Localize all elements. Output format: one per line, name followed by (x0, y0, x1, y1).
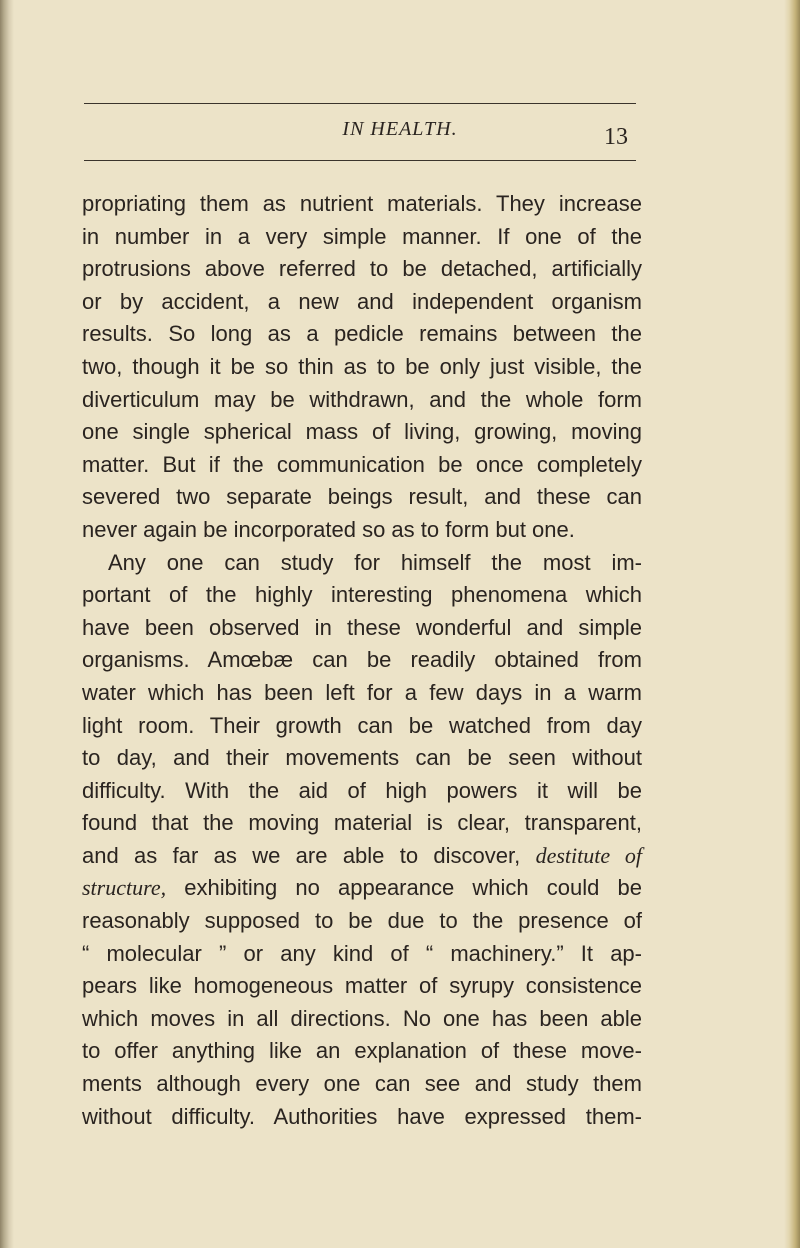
text-line: never again be incorporated so as to form but one. (82, 516, 575, 542)
text-line: pears like homogeneous matter of syrupy consistence (82, 973, 642, 999)
text-line: propriating them as nutrient materials. They increase (82, 191, 642, 216)
text-line: matter. But if the communication be once completely (82, 451, 642, 477)
italic-fragment: structure, (82, 875, 167, 901)
text-line (82, 840, 642, 873)
text-line: one single spherical mass of living, growing, moving (82, 419, 642, 445)
text-line: diverticulum may be withdrawn, and the whole form (82, 386, 642, 412)
text-line: “ molecular ” or any kind of “ machinery.” It ap- (82, 940, 642, 966)
text-line: results. So long as a pedicle remains between the (82, 321, 642, 347)
text-line: without difficulty. Authorities have expressed them- (82, 1103, 642, 1129)
text-line: protrusions above referred to be detached, artificially (82, 256, 642, 282)
text-line: found that the moving material is clear, transparent, (82, 810, 642, 836)
text-line: Any one can study for himself the most im- (108, 549, 642, 575)
text-line: to offer anything like an explanation of these move- (82, 1038, 642, 1064)
text-line: in number in a very simple manner. If one of the (82, 223, 642, 249)
text-fragment: and as far as we are able to discover, (82, 842, 521, 868)
text-line: light room. Their growth can be watched from day (82, 712, 642, 738)
text-line: reasonably supposed to be due to the presence of (82, 908, 642, 934)
text-line (82, 872, 642, 905)
page-right-edge (784, 0, 800, 1248)
text-fragment: exhibiting no appearance which could be (166, 875, 642, 901)
text-line: or by accident, a new and independent organism (82, 288, 642, 314)
text-line: difficulty. With the aid of high powers it will be (82, 777, 642, 803)
text-line: ments although every one can see and study them (82, 1071, 642, 1097)
page-left-edge (0, 0, 14, 1248)
text-line: water which has been left for a few days in a warm (82, 679, 642, 705)
text-line: severed two separate beings result, and these can (82, 484, 642, 510)
header-rule-bottom (84, 160, 636, 161)
text-line: which moves in all directions. No one has been able (82, 1005, 642, 1031)
text-line: have been observed in these wonderful and simple (82, 614, 642, 640)
running-head: IN HEALTH. (342, 118, 458, 140)
text-line: to day, and their movements can be seen without (82, 745, 642, 771)
header-rule-top (84, 103, 636, 104)
text-line: portant of the highly interesting phenomena which (82, 582, 642, 608)
body-text (82, 188, 642, 1133)
text-line: organisms. Amœbæ can be readily obtained from (82, 647, 642, 673)
page-number: 13 (604, 124, 628, 150)
italic-fragment: destitute of (535, 842, 642, 868)
text-line: two, though it be so thin as to be only just visible, the (82, 353, 642, 379)
